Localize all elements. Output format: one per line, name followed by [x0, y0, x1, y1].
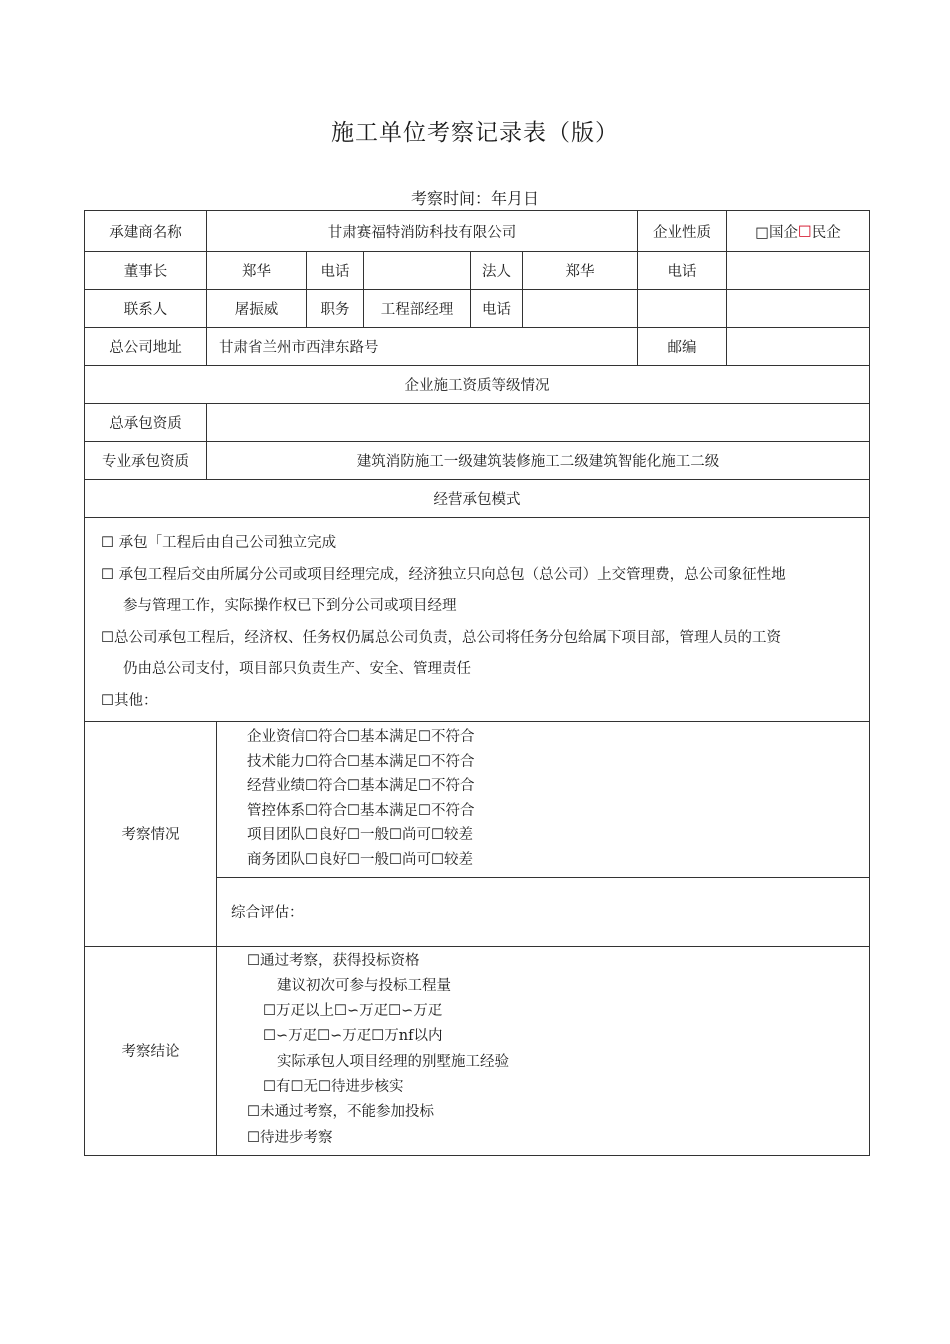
empty-cell-a: [637, 290, 726, 327]
conclusion-experience-options[interactable]: ☐有☐无☐待进步核实: [263, 1079, 404, 1096]
legal-rep-label: 法人: [470, 252, 522, 289]
legal-phone-label: 电话: [637, 252, 726, 289]
empty-cell-b: [726, 290, 869, 327]
survey-item-business-team[interactable]: 商务团队☐良好☐一般☐尚可☐较差: [247, 851, 473, 868]
mode-option-3-cont: 仍由总公司支付，项目部只负责生产、安全、管理责任: [123, 661, 471, 677]
survey-item-credit[interactable]: 企业资信☐符合☐基本满足☐不符合: [247, 729, 475, 745]
row-general-qualification: [85, 403, 869, 441]
qualification-header: 企业施工资质等级情况: [404, 378, 550, 394]
row-contractor: [85, 211, 869, 251]
conclusion-amount-1[interactable]: ☐万疋以上☐∽万疋☐∽万疋: [263, 1003, 443, 1020]
legal-rep-value[interactable]: 郑华: [522, 252, 637, 289]
postcode-label: 邮编: [637, 328, 726, 365]
conclusion-content: [217, 947, 869, 1155]
special-qualification-label: 专业承包资质: [102, 454, 189, 470]
mode-option-2[interactable]: ☐ 承包工程后交由所属分公司或项目经理完成，经济独立只向总包（总公司）上交管理费，总公司象征性地: [101, 566, 786, 583]
contact-label: 联系人: [123, 302, 168, 318]
conclusion-pass[interactable]: ☐通过考察，获得投标资格: [247, 952, 420, 969]
contact-value[interactable]: 屠振威: [206, 290, 306, 327]
page-title: 施工单位考察记录表（版）: [331, 120, 619, 146]
overall-evaluation[interactable]: 综合评估：: [231, 905, 304, 922]
postcode-value[interactable]: [726, 328, 869, 365]
mode-option-1[interactable]: ☐ 承包「工程后由自己公司独立完成: [101, 535, 337, 551]
survey-item-performance[interactable]: 经营业绩☐符合☐基本满足☐不符合: [247, 778, 475, 795]
row-chairman: [85, 251, 869, 289]
conclusion-suggest: 建议初次可参与投标工程量: [277, 977, 451, 994]
row-address: [85, 327, 869, 365]
position-value[interactable]: 工程部经理: [363, 290, 470, 327]
special-qualification-value[interactable]: 建筑消防施工一级建筑装修施工二级建筑智能化施工二级: [206, 442, 869, 479]
general-qualification-label: 总承包资质: [109, 416, 182, 432]
row-mode-header: [85, 479, 869, 517]
enterprise-nature-options[interactable]: [726, 211, 869, 251]
private-checkbox-box[interactable]: □: [798, 223, 812, 239]
address-value[interactable]: 甘肃省兰州市西津东路号: [206, 328, 637, 365]
contractor-name-label: 承建商名称: [109, 224, 182, 241]
survey-date: 考察时间：年月日: [410, 189, 539, 208]
survey-block: [85, 721, 869, 946]
mode-option-3[interactable]: ☐总公司承包工程后，经济权、任务权仍属总公司负责，总公司将任务分包给属下项目部，管理人员的工资: [101, 629, 781, 646]
contact-phone-value[interactable]: [522, 290, 637, 327]
contractor-name-value[interactable]: 甘肃赛福特消防科技有限公司: [206, 211, 637, 251]
state-owned-checkbox[interactable]: □国企: [755, 224, 798, 241]
survey-item-technical[interactable]: 技术能力☐符合☐基本满足☐不符合: [247, 753, 475, 770]
survey-label: 考察情况: [85, 722, 217, 946]
row-special-qualification: [85, 441, 869, 479]
mode-option-other[interactable]: ☐其他：: [101, 692, 158, 709]
business-mode-options: [85, 517, 869, 721]
general-qualification-value[interactable]: [206, 404, 869, 441]
conclusion-pending[interactable]: ☐待进步考察: [247, 1129, 333, 1146]
chairman-value[interactable]: 郑华: [206, 252, 306, 289]
conclusion-experience: 实际承包人项目经理的别墅施工经验: [277, 1053, 509, 1070]
private-option-label: 民企: [811, 224, 841, 241]
survey-content: [217, 722, 869, 946]
survey-table: [84, 210, 870, 1156]
survey-list: [217, 722, 869, 878]
legal-phone-value[interactable]: [726, 252, 869, 289]
contact-phone-label: 电话: [470, 290, 522, 327]
chairman-label: 董事长: [123, 264, 168, 280]
position-label: 职务: [306, 290, 363, 327]
survey-item-management[interactable]: 管控体系☐符合☐基本满足☐不符合: [247, 802, 475, 819]
mode-option-2-cont: 参与管理工作，实际操作权已下到分公司或项目经理: [123, 598, 457, 614]
address-label: 总公司地址: [109, 340, 182, 356]
conclusion-block: [85, 946, 869, 1155]
row-qualification-header: [85, 365, 869, 403]
conclusion-fail[interactable]: ☐未通过考察，不能参加投标: [247, 1104, 434, 1121]
business-mode-header: 经营承包模式: [433, 492, 521, 508]
chairman-phone-value[interactable]: [363, 252, 470, 289]
row-contact: [85, 289, 869, 327]
enterprise-nature-label: 企业性质: [637, 211, 726, 251]
conclusion-label: 考察结论: [85, 947, 217, 1155]
survey-item-project-team[interactable]: 项目团队☐良好☐一般☐尚可☐较差: [247, 827, 473, 844]
conclusion-amount-2[interactable]: ☐∽万疋☐∽万疋☐万nf以内: [263, 1028, 443, 1045]
chairman-phone-label: 电话: [306, 252, 363, 289]
